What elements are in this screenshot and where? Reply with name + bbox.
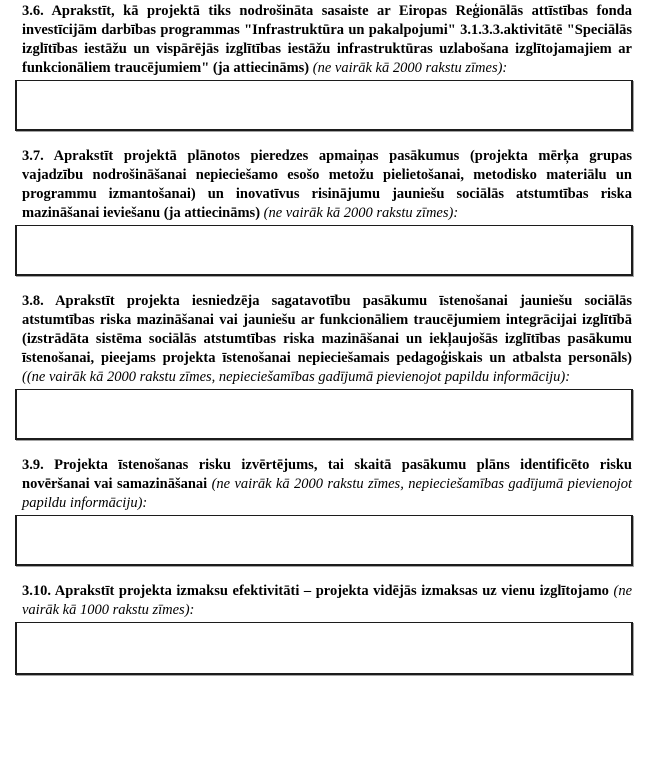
section-3-7-prompt (15, 147, 633, 223)
answer-textbox-3-9[interactable] (15, 515, 633, 566)
section-3-9-prompt-text: 3.9. Projekta īstenošanas risku izvērtējums, tai skaitā pasākumu plāns identificēto risku novēršanai vai samazināšanai (22, 457, 632, 492)
section-3-6-char-limit-note: (ne vairāk kā 2000 rakstu zīmes): (312, 60, 508, 76)
answer-textbox-3-10[interactable] (15, 622, 633, 675)
form-section-3-10 (15, 582, 633, 675)
section-3-7-prompt-text: 3.7. Aprakstīt projektā plānotos pieredzes apmaiņas pasākumus (projekta mērķa grupas vajadzību nodrošināšanai nepieciešamo esošo metožu pielietošanai, metodisko materiālu un programmu izmantošanai) un inovatīvus risinājumu jauniešu sociālās atstumtības riska mazināšanai ieviešanu (ja attiecināms) (22, 148, 632, 221)
form-section-3-7 (15, 147, 633, 276)
application-form-page (15, 2, 633, 675)
section-3-9-char-limit-note: (ne vairāk kā 2000 rakstu zīmes, nepieciešamības gadījumā pievienojot papildu informāciju): (22, 476, 633, 511)
section-3-8-prompt-text: 3.8. Aprakstīt projekta iesniedzēja sagatavotību pasākumu īstenošanai jauniešu sociālās atstumtības riska mazināšanai vai jauniešu ar funkcionāliem traucējumiem integrācijai izglītībā (izstrādāta sistēma sociālās atstumtības riska mazināšanai un iekļaujošās izglītības pasākumu īstenošanai, pieejams projekta īstenošanai nepieciešamais pedagoģiskais un atbalsta personāls) (22, 293, 632, 366)
section-3-10-prompt (15, 582, 633, 620)
section-3-10-prompt-text: 3.10. Aprakstīt projekta izmaksu efektivitāti – projekta vidējās izmaksas uz vienu izglītojamo (22, 583, 609, 599)
section-3-6-prompt (15, 2, 633, 78)
section-3-6-prompt-text: 3.6. Aprakstīt, kā projektā tiks nodrošināta sasaiste ar Eiropas Reģionālās attīstības fonda investīcijām darbības programmas "Infrastruktūra un pakalpojumi" 3.1.3.3.aktivitātē "Speciālās izglītības iestāžu un vispārējās izglītības iestāžu infrastruktūras uzlabošana izglītojamajiem ar funkcionāliem traucējumiem" (ja attiecināms) (22, 3, 632, 76)
form-section-3-9 (15, 456, 633, 566)
section-3-8-prompt (15, 292, 633, 387)
answer-textbox-3-7[interactable] (15, 225, 633, 276)
section-3-10-char-limit-note: (ne vairāk kā 1000 rakstu zīmes): (22, 583, 632, 618)
answer-textbox-3-8[interactable] (15, 389, 633, 440)
section-3-9-prompt (15, 456, 633, 513)
form-section-3-6 (15, 2, 633, 131)
answer-textbox-3-6[interactable] (15, 80, 633, 131)
section-3-8-char-limit-note: ((ne vairāk kā 2000 rakstu zīmes, nepieciešamības gadījumā pievienojot papildu informāciju): (22, 369, 571, 385)
form-section-3-8 (15, 292, 633, 440)
section-3-7-char-limit-note: (ne vairāk kā 2000 rakstu zīmes): (263, 205, 459, 221)
